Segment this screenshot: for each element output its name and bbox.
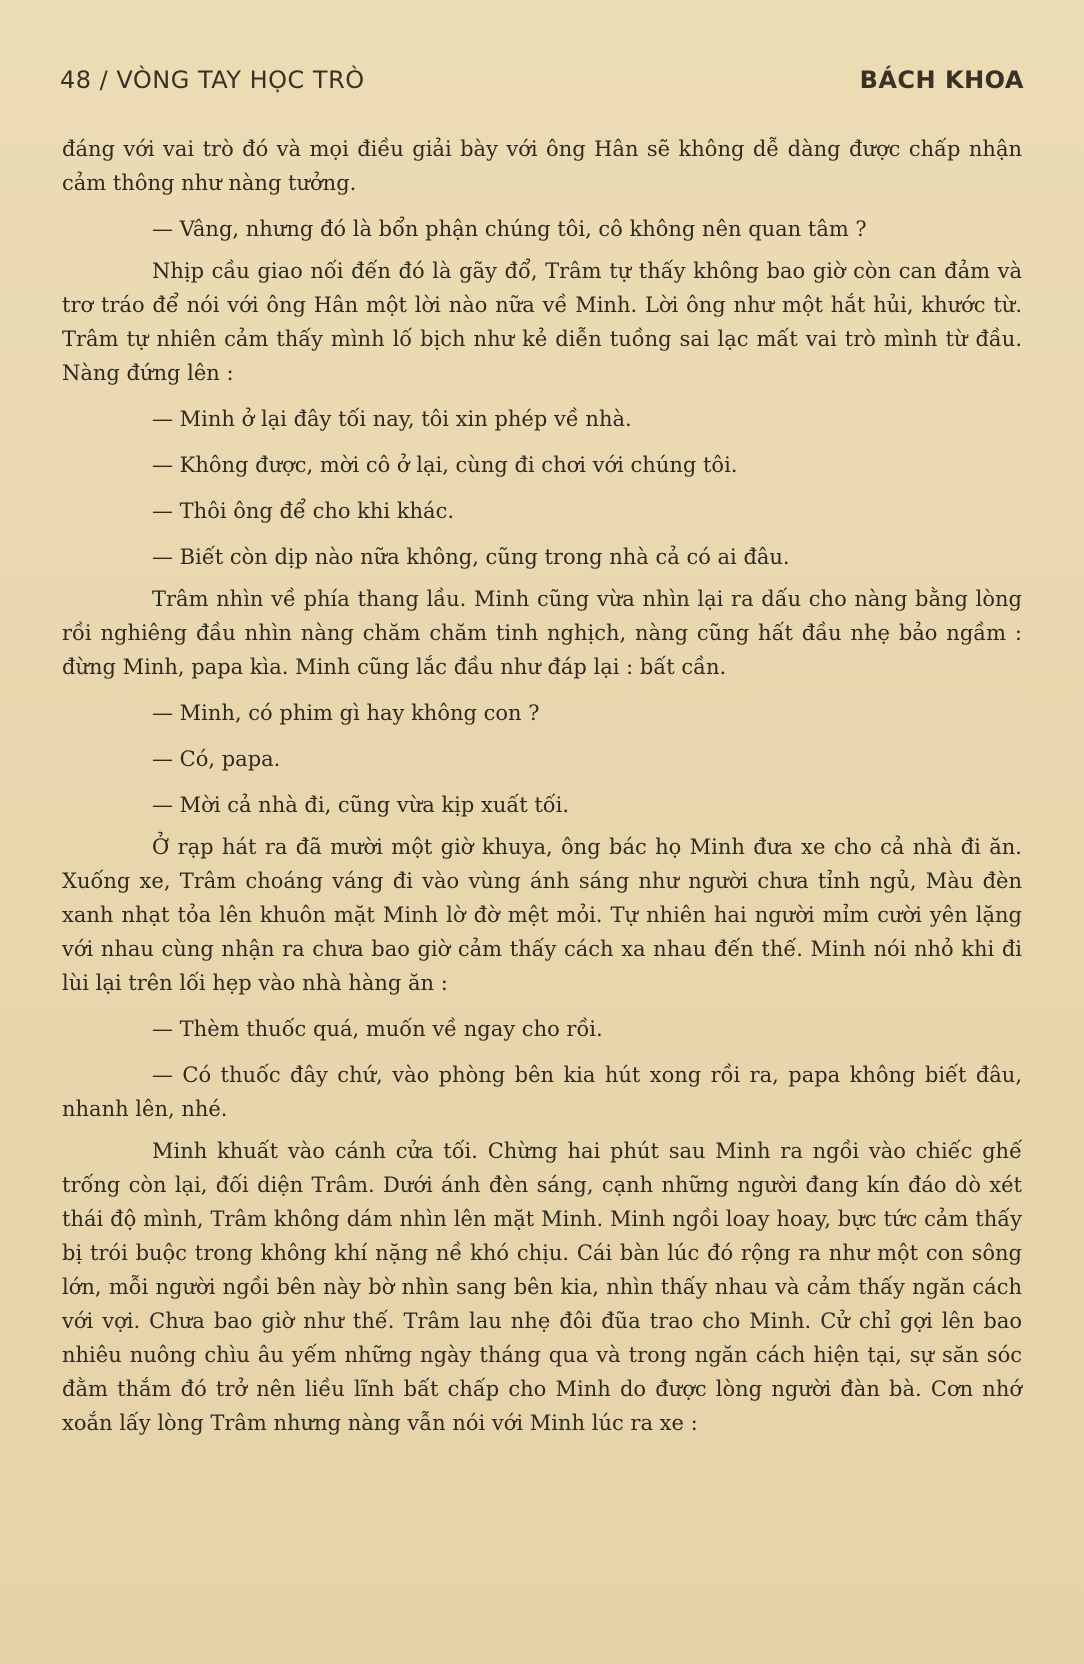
dialogue-line: — Biết còn dịp nào nữa không, cũng trong nhà cả có ai đâu.: [152, 545, 790, 569]
paragraph: Nhịp cầu giao nối đến đó là gãy đổ, Trâm tự thấy không bao giờ còn can đảm và trơ tráo để nói với ông Hân một lời nào nữa về Minh. Lời ông như một hắt hủi, khước từ. Trâm tự nhiên cảm thấy mình lố bịch như kẻ diễn tuồng sai lạc mất vai trò mình từ đầu. Nàng đứng lên :: [62, 259, 1022, 385]
paragraph: Minh khuất vào cánh cửa tối. Chừng hai phút sau Minh ra ngồi vào chiếc ghế trống còn lại, đối diện Trâm. Dưới ánh đèn sáng, cạnh những người đang kín đáo dò xét thái độ mình, Trâm không dám nhìn lên mặt Minh. Minh ngồi loay hoay, bực tức cảm thấy bị trói buộc trong không khí nặng nề khó chịu. Cái bàn lúc đó rộng ra như một con sông lớn, mỗi người ngồi bên này bờ nhìn sang bên kia, nhìn thấy nhau và cảm thấy ngăn cách với vợi. Chưa bao giờ như thế. Trâm lau nhẹ đôi đũa trao cho Minh. Cử chỉ gợi lên bao nhiêu nuông chìu âu yếm những ngày tháng qua và trong ngăn cách hiện tại, sự săn sóc đằm thắm đó trở nên liều lĩnh bất chấp cho Minh do được lòng người đàn bà. Cơn nhớ xoắn lấy lòng Trâm nhưng nàng vẫn nói với Minh lúc ra xe :: [62, 1139, 1022, 1435]
body-text: [62, 132, 1022, 1440]
publication-name: BÁCH KHOA: [859, 66, 1024, 94]
dialogue-line: — Minh ở lại đây tối nay, tôi xin phép về nhà.: [152, 407, 632, 431]
dialogue-line: — Thèm thuốc quá, muốn về ngay cho rồi.: [152, 1017, 603, 1041]
dialogue-line: — Có thuốc đây chứ, vào phòng bên kia hút xong rồi ra, papa không biết đâu, nhanh lên, nhé.: [62, 1063, 1022, 1121]
paragraph: đáng với vai trò đó và mọi điều giải bày với ông Hân sẽ không dễ dàng được chấp nhận cảm thông như nàng tưởng.: [62, 137, 1022, 195]
page-number-and-title: 48 / VÒNG TAY HỌC TRÒ: [60, 66, 365, 94]
dialogue-line: — Mời cả nhà đi, cũng vừa kịp xuất tối.: [152, 793, 570, 817]
dialogue-line: — Vâng, nhưng đó là bổn phận chúng tôi, cô không nên quan tâm ?: [152, 217, 867, 241]
dialogue-line: — Không được, mời cô ở lại, cùng đi chơi với chúng tôi.: [152, 453, 738, 477]
dialogue-line: — Minh, có phim gì hay không con ?: [152, 701, 540, 725]
dialogue-line: — Có, papa.: [152, 747, 281, 771]
paragraph: Trâm nhìn về phía thang lầu. Minh cũng vừa nhìn lại ra dấu cho nàng bằng lòng rồi nghiêng đầu nhìn nàng chăm chăm tinh nghịch, nàng cũng hất đầu nhẹ bảo ngầm : đừng Minh, papa kìa. Minh cũng lắc đầu như đáp lại : bất cần.: [62, 587, 1022, 679]
paragraph: Ở rạp hát ra đã mười một giờ khuya, ông bác họ Minh đưa xe cho cả nhà đi ăn. Xuống xe, Trâm choáng váng đi vào vùng ánh sáng như người chưa tỉnh ngủ, Màu đèn xanh nhạt tỏa lên khuôn mặt Minh lờ đờ mệt mỏi. Tự nhiên hai người mỉm cười yên lặng với nhau cùng nhận ra chưa bao giờ cảm thấy cách xa nhau đến thế. Minh nói nhỏ khi đi lùi lại trên lối hẹp vào nhà hàng ăn :: [62, 835, 1022, 995]
page-header: [60, 66, 1024, 106]
dialogue-line: — Thôi ông để cho khi khác.: [152, 499, 455, 523]
